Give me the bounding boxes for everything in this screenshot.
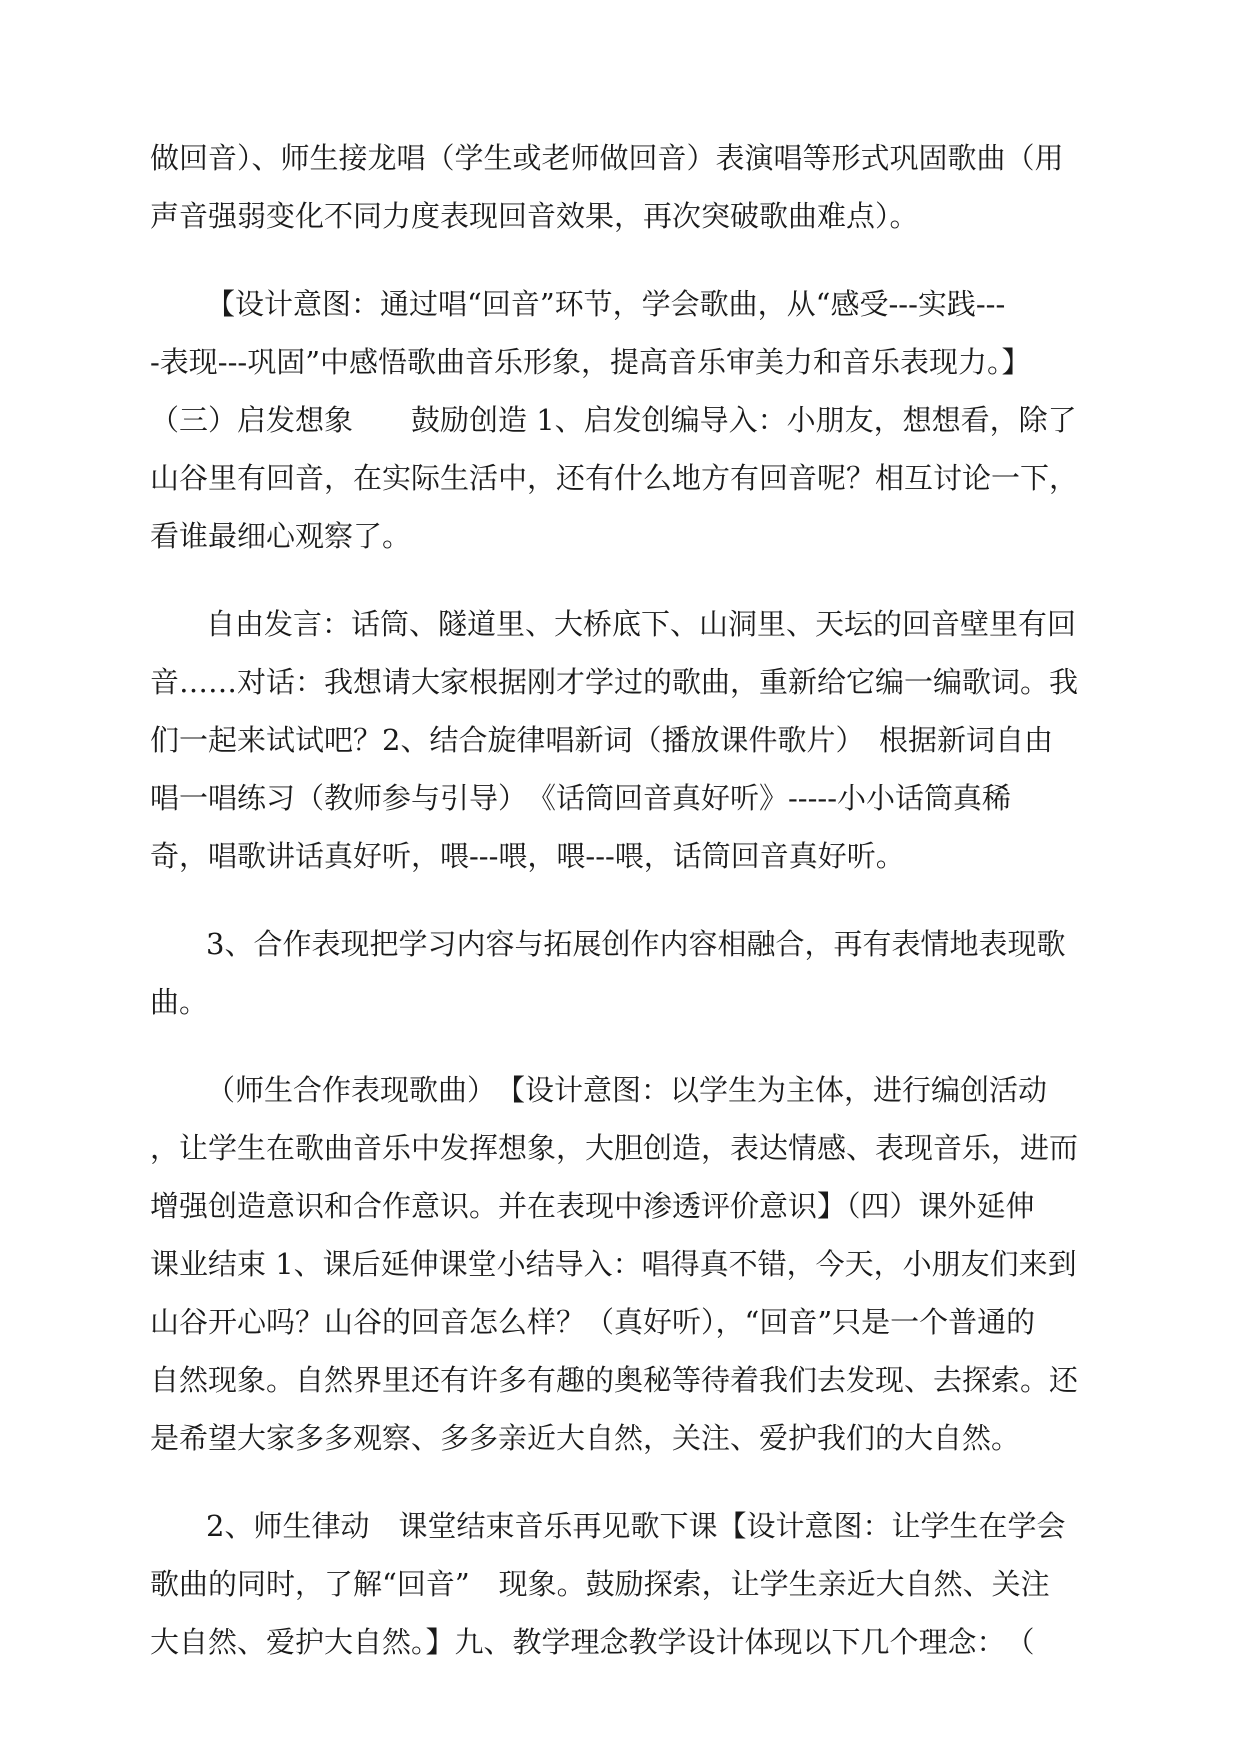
text-line-4: -表现---巩固”中感悟歌曲音乐形象，提高音乐审美力和音乐表现力。】	[150, 345, 1031, 379]
text-line-21: 是希望大家多多观察、多多亲近大自然，关注、爱护我们的大自然。	[150, 1421, 1021, 1455]
text-line-17: 增强创造意识和合作意识。并在表现中渗透评价意识】（四）课外延伸	[150, 1189, 1035, 1223]
text-line-7: 看谁最细心观察了。	[150, 519, 412, 553]
text-line-6: 山谷里有回音，在实际生活中，还有什么地方有回音呢？相互讨论一下，	[150, 461, 1079, 495]
text-line-24: 大自然、爱护大自然。】九、教学理念教学设计体现以下几个理念： （	[150, 1625, 1035, 1659]
text-line-13: 3、合作表现把学习内容与拓展创作内容相融合，再有表情地表现歌	[206, 927, 1066, 961]
text-line-16: ，让学生在歌曲音乐中发挥想象，大胆创造，表达情感、表现音乐，进而	[150, 1131, 1079, 1165]
text-line-10: 们一起来试试吧？2、结合旋律唱新词（播放课件歌片） 根据新词自由	[150, 723, 1053, 757]
text-line-3: 【设计意图：通过唱“回音”环节，学会歌曲，从“感受---实践---	[206, 287, 1006, 321]
text-line-15: （师生合作表现歌曲） 【设计意图：以学生为主体，进行编创活动	[206, 1073, 1048, 1107]
text-line-22: 2、师生律动 课堂结束音乐再见歌下课【设计意图：让学生在学会	[206, 1509, 1066, 1543]
text-line-2: 声音强弱变化不同力度表现回音效果，再次突破歌曲难点）。	[150, 199, 919, 233]
text-line-11: 唱一唱练习（教师参与引导） 《话筒回音真好听》-----小小话筒真稀	[150, 781, 1011, 815]
text-line-1: 做回音）、师生接龙唱（学生或老师做回音）表演唱等形式巩固歌曲（用	[150, 141, 1064, 175]
text-line-12: 奇，唱歌讲话真好听，喂---喂，喂---喂，话筒回音真好听。	[150, 839, 905, 873]
text-line-5: （三）启发想象 鼓励创造 1、启发创编导入：小朋友，想想看，除了	[150, 403, 1077, 437]
text-line-23: 歌曲的同时，了解“回音” 现象。鼓励探索，让学生亲近大自然、关注	[150, 1567, 1050, 1601]
text-line-18: 课业结束 1、课后延伸课堂小结导入：唱得真不错，今天，小朋友们来到	[150, 1247, 1077, 1281]
text-line-9: 音……对话：我想请大家根据刚才学过的歌曲，重新给它编一编歌词。我	[150, 665, 1079, 699]
text-line-19: 山谷开心吗？山谷的回音怎么样？（真好听），“回音”只是一个普通的	[150, 1305, 1036, 1339]
text-line-8: 自由发言：话筒、隧道里、大桥底下、山洞里、天坛的回音壁里有回	[206, 607, 1077, 641]
text-line-20: 自然现象。自然界里还有许多有趣的奥秘等待着我们去发现、去探索。还	[150, 1363, 1079, 1397]
text-line-14: 曲。	[150, 985, 209, 1019]
